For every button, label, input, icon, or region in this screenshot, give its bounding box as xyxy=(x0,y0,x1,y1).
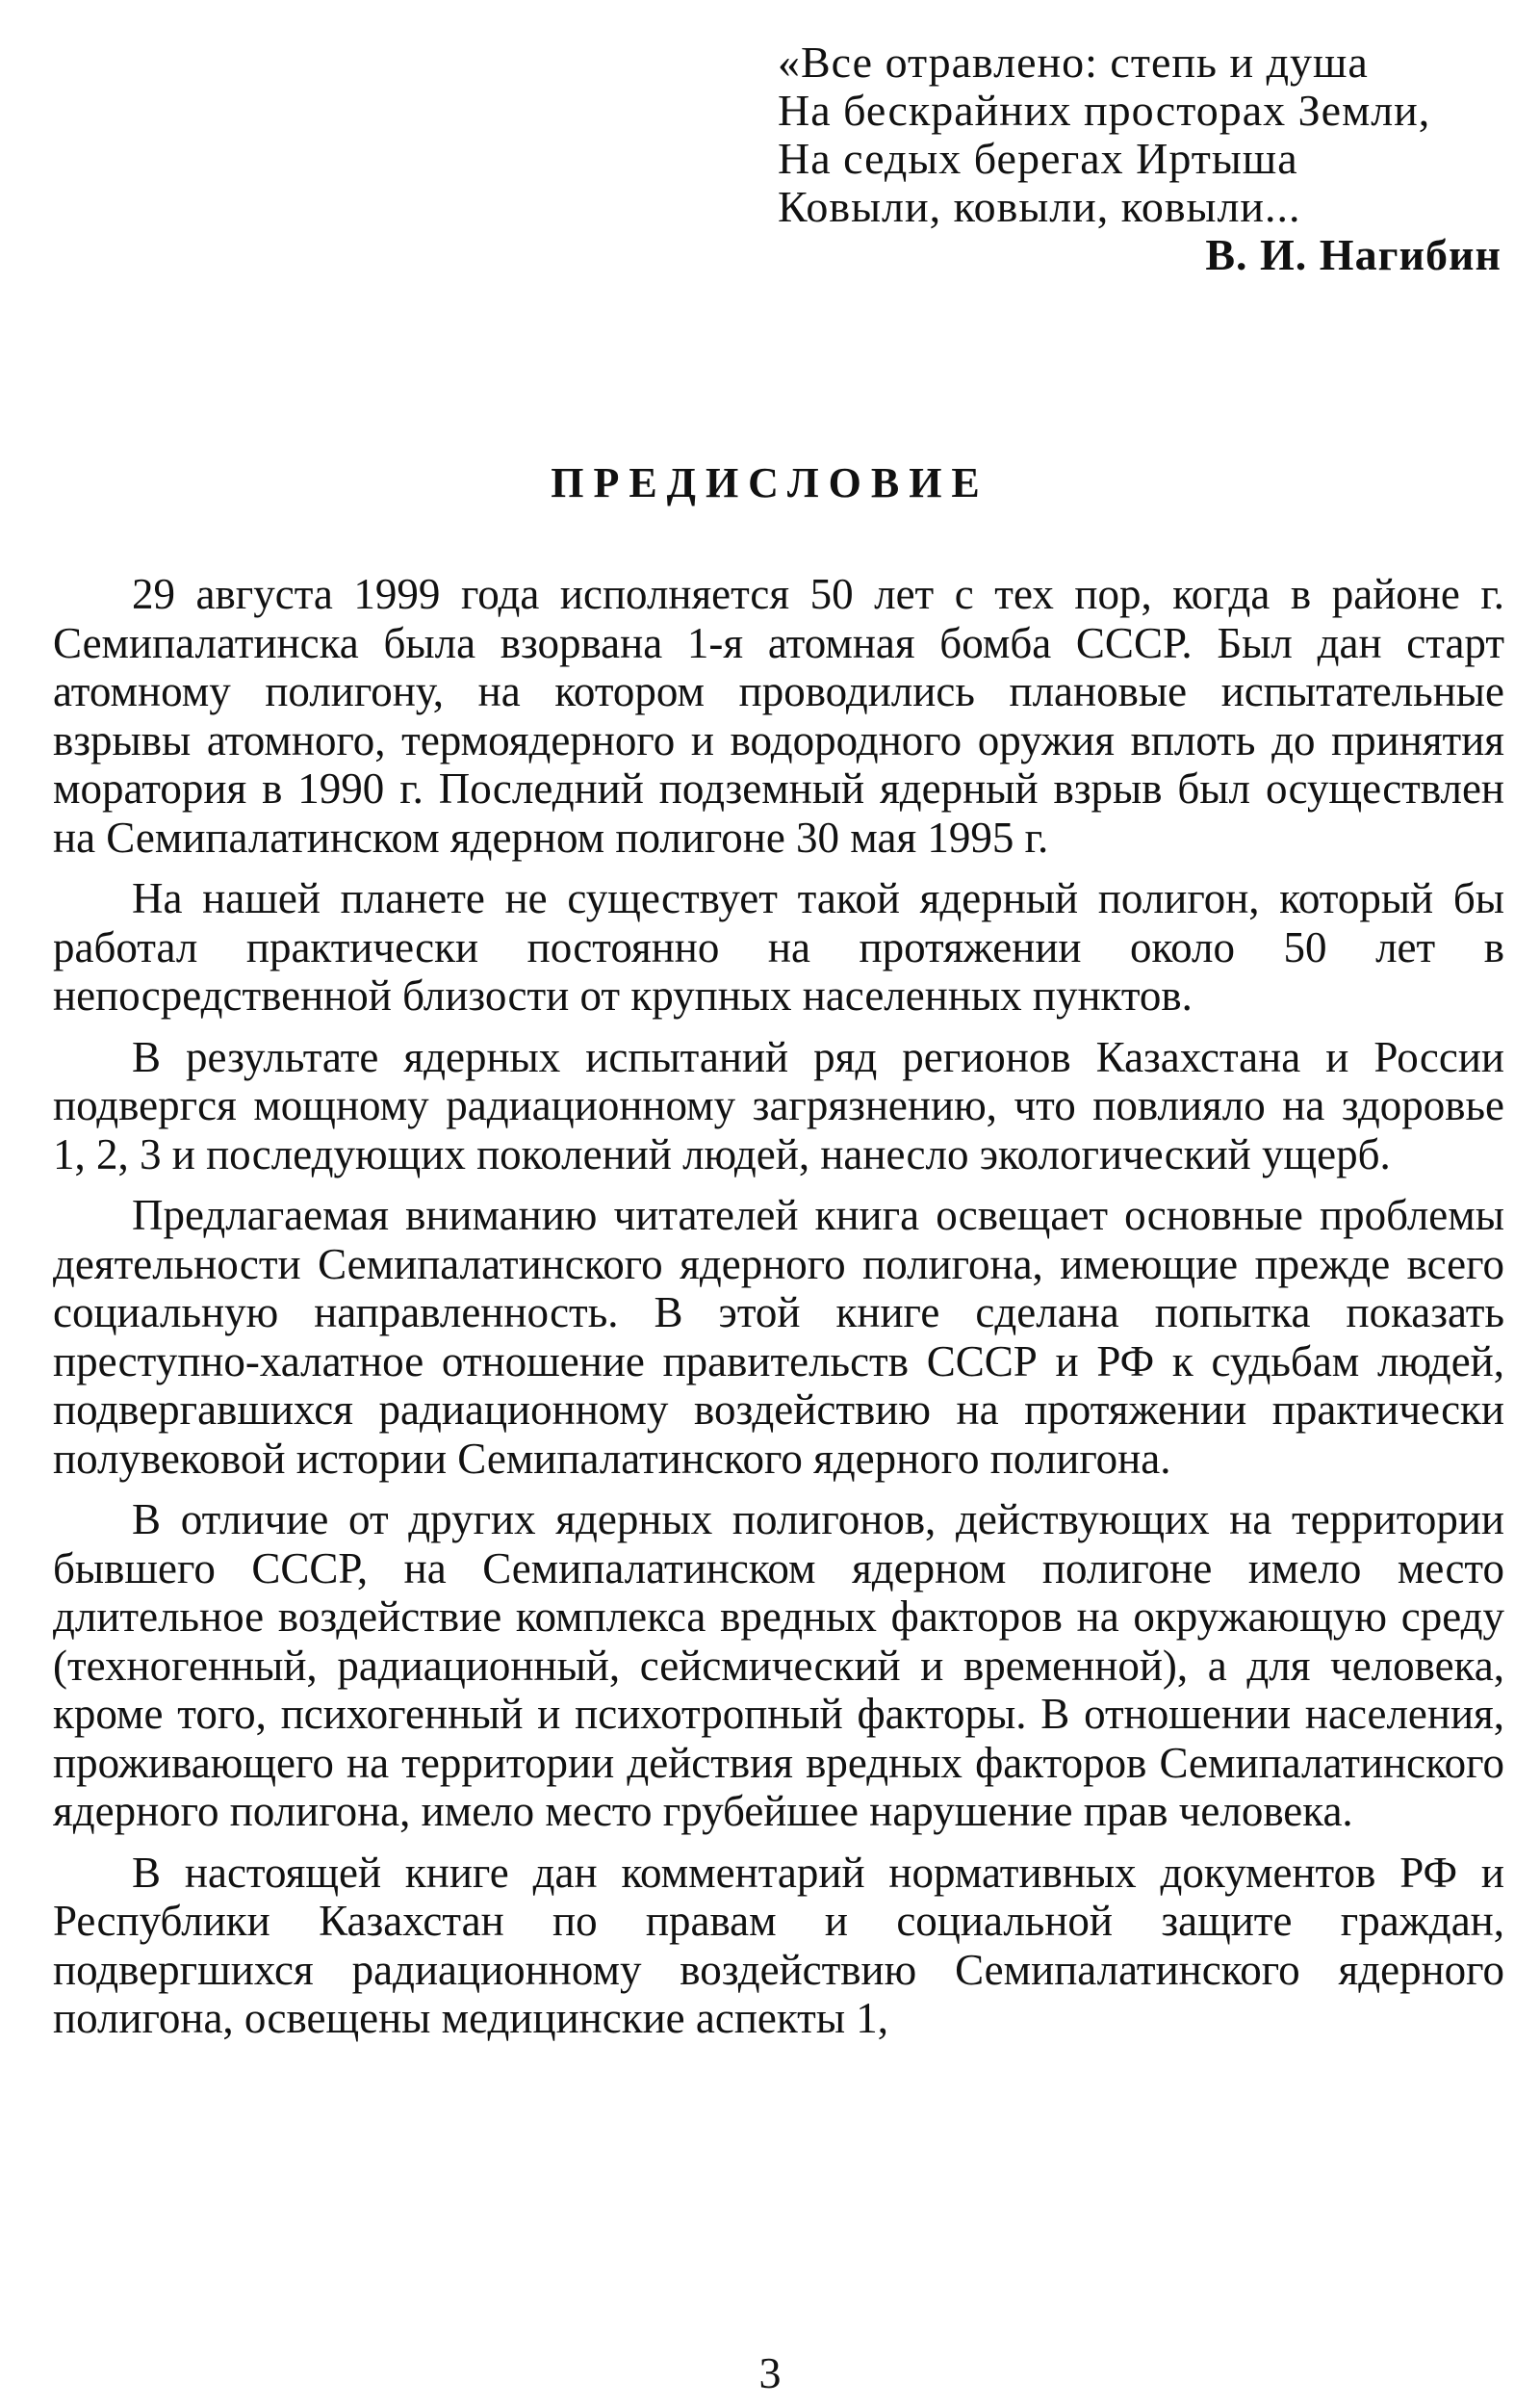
epigraph xyxy=(778,39,1509,279)
epigraph-line: На бескрайних просторах Земли, xyxy=(778,86,1431,135)
section-heading: ПРЕДИСЛОВИЕ xyxy=(551,459,989,506)
paragraph: В отличие от других ядерных полигонов, действующих на территории бывшего СССР, на Семипалатинском ядерном полигоне имело место длительное воздействие комплекса вредных факторов на окружающую среду (техногенный, радиационный, сейсмический и временной), а для человека, кроме того, психогенный и психотропный факторы. В отношении населения, проживающего на территории действия вредных факторов Семипалатинского ядерного полигона, имело место грубейшее нарушение прав человека. xyxy=(53,1495,1504,1835)
epigraph-author: В. И. Нагибин xyxy=(1205,230,1502,279)
epigraph-line: Ковыли, ковыли, ковыли... xyxy=(778,182,1301,231)
paragraph: На нашей планете не существует такой ядерный полигон, который бы работал практически постоянно на протяжении около 50 лет в непосредственной близости от крупных населенных пунктов. xyxy=(53,874,1504,1020)
epigraph-line: На седых берегах Иртыша xyxy=(778,134,1298,183)
paragraph: 29 августа 1999 года исполняется 50 лет с тех пор, когда в районе г. Семипалатинска была взорвана 1-я атомная бомба СССР. Был дан старт атомному полигону, на котором проводились плановые испытательные взрывы атомного, термоядерного и водородного оружия вплоть до принятия моратория в 1990 г. Последний подземный ядерный взрыв был осуществлен на Семипалатинском ядерном полигоне 30 мая 1995 г. xyxy=(53,570,1504,862)
paragraph: В настоящей книге дан комментарий нормативных документов РФ и Республики Казахстан по правам и социальной защите граждан, подвергшихся радиационному воздействию Семипалатинского ядерного полигона, освещены медицинские аспекты 1, xyxy=(53,1848,1504,2042)
paragraph: В результате ядерных испытаний ряд регионов Казахстана и России подвергся мощному радиационному загрязнению, что повлияло на здоровье 1, 2, 3 и последующих поколений людей, нанесло экологический ущерб. xyxy=(53,1032,1504,1178)
page-number: 3 xyxy=(758,2348,782,2397)
paragraph: Предлагаемая вниманию читателей книга освещает основные проблемы деятельности Семипалатинского ядерного полигона, имеющие прежде всего социальную направленность. В этой книге сделана попытка показать преступно-халатное отношение правительств СССР и РФ к судьбам людей, подвергавшихся радиационному воздействию на протяжении практически полувековой истории Семипалатинского ядерного полигона. xyxy=(53,1191,1504,1483)
epigraph-line: «Все отравлено: степь и душа xyxy=(778,38,1369,87)
preface-body xyxy=(53,570,1504,2056)
